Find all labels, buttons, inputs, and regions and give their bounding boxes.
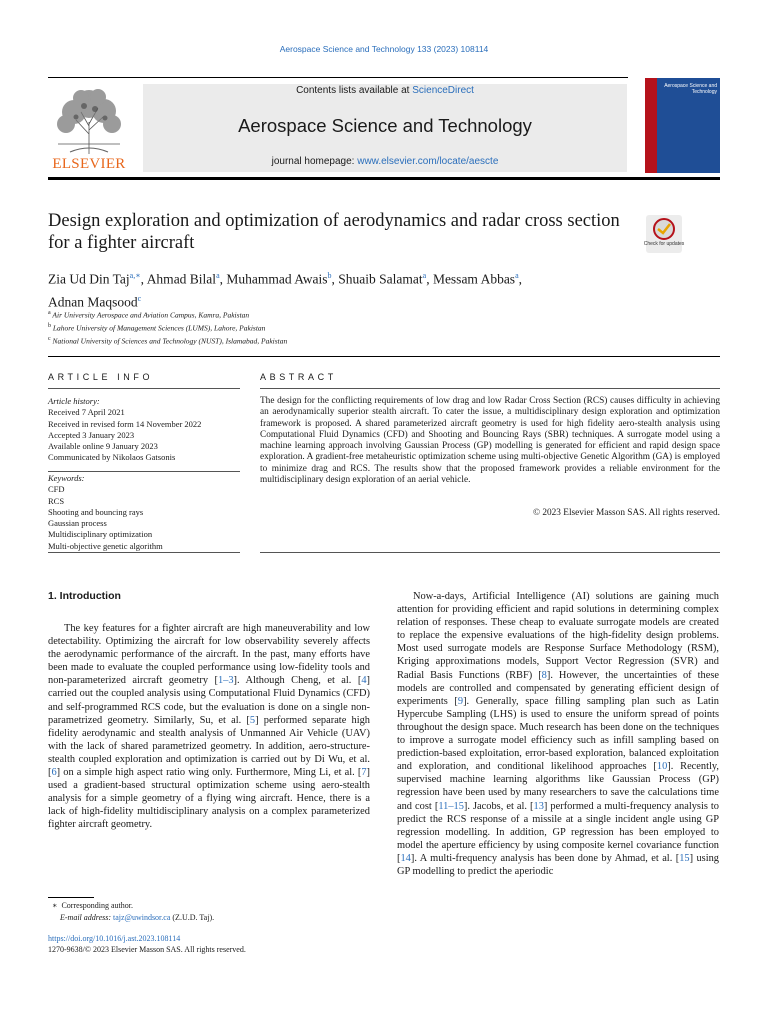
- author-affil-sup[interactable]: a,∗: [129, 271, 141, 280]
- author-affil-sup[interactable]: a: [216, 271, 220, 280]
- body-text: ] performed a multi-frequency analysis to predict the RCS response of a missile at a single incident angle using GP regression modelling. In addition, GP regression has been employed to model the aperture efficiency by using composite kernel covariance function [: [397, 800, 720, 864]
- author-name[interactable]: Adnan Maqsood: [48, 294, 138, 309]
- footnote-star: ∗: [52, 901, 58, 910]
- body-text: ]. However, the uncertainties of these models are controlled and compensated by generating efficient design of experiments [: [397, 669, 719, 707]
- author-affil-sup[interactable]: a: [515, 271, 519, 280]
- check-for-updates-badge[interactable]: [643, 215, 685, 253]
- contents-available-line: [143, 85, 627, 96]
- author-list: Zia Ud Din Taj$^{a,∗}$, Ahmad Bilal$^a$, Muhammad Awais$^b$, Shuaib Salamat$^a$, Messam Abbas$^a$, Adnan Maqsood$^c$: [48, 271, 522, 309]
- article-info-heading: ARTICLE INFO: [48, 372, 154, 382]
- citation-link[interactable]: 7: [361, 767, 367, 779]
- citation-link[interactable]: 8: [541, 669, 547, 681]
- keyword: Shooting and bouncing rays: [48, 506, 144, 517]
- body-text: ] performed separate high fidelity aerodynamic and stealth analysis of Unmanned Air Vehicle (UAV) with the lack of shared parametrized geometry. In addition, aero-structure-stealth coupled exploration and optimization is carried out by Di Wu, et al. [: [48, 714, 370, 779]
- author-name[interactable]: Ahmad Bilal: [146, 271, 217, 287]
- intro-right-column: [397, 590, 719, 878]
- body-text: ]. Generally, space filling sampling plan such as Latin Hypercube Sampling (LHS) is used to ensure the uniform spread of points throughout the design space. Much research has been done on the techniques to improve a surrogate model efficiency such as infill sampling based on prediction-based exploitation, error-based exploration, balanced exploitation and exploration, and conditional likelihood approaches [: [397, 695, 719, 773]
- section-rule: [48, 356, 720, 357]
- affil-marker: a: [48, 310, 51, 316]
- history-item: Communicated by Nikolaos Gatsonis: [48, 452, 176, 463]
- author-name[interactable]: Muhammad Awais: [226, 271, 328, 287]
- intro-left-column: [48, 622, 370, 832]
- citation-link[interactable]: 13: [533, 800, 544, 812]
- author-affil-sup[interactable]: b: [327, 271, 332, 280]
- citation-link[interactable]: 9: [457, 695, 464, 707]
- corresponding-label: Corresponding author.: [61, 901, 133, 910]
- elsevier-wordmark: ELSEVIER: [52, 156, 126, 172]
- keywords-rule: [48, 471, 240, 472]
- affil-text: Lahore University of Management Sciences (LUMS), Lahore, Pakistan: [52, 323, 266, 333]
- affil-text: National University of Sciences and Technology (NUST), Islamabad, Pakistan: [52, 336, 288, 346]
- body-text: ]. Although Cheng, et al. [: [233, 675, 362, 687]
- footnote-rule: [48, 897, 94, 898]
- keywords-block: [48, 473, 248, 552]
- history-item: Received 7 April 2021: [48, 407, 125, 418]
- citation-link[interactable]: 11–15: [438, 800, 464, 812]
- keyword: RCS: [48, 495, 65, 506]
- introduction-heading: 1. Introduction: [48, 590, 121, 602]
- history-item: Accepted 3 January 2023: [48, 429, 135, 440]
- affiliation: [48, 334, 548, 347]
- cover-title: Aerospace Science and Technology: [664, 83, 717, 95]
- doi-link[interactable]: https://doi.org/10.1016/j.ast.2023.108114: [48, 934, 181, 943]
- keyword: Multi-objective genetic algorithm: [48, 540, 163, 551]
- body-text: ]. Recently, supervised machine learning algorithms like Gaussian Process (GP) regression have been used by many researchers to save the calculations time and cost [: [397, 761, 719, 812]
- affiliation-list: [48, 308, 548, 347]
- article-info-bottom-rule: [48, 552, 240, 553]
- paper-title: Design exploration and optimization of aerodynamics and radar cross section for a fighter aircraft: [48, 211, 620, 253]
- journal-homepage-line: [143, 156, 627, 167]
- homepage-prefix: journal homepage:: [271, 156, 358, 167]
- abstract-copyright: © 2023 Elsevier Masson SAS. All rights reserved.: [532, 508, 720, 518]
- cover-red-band: [645, 78, 657, 173]
- affiliation: [48, 308, 548, 321]
- author-affil-sup[interactable]: c: [137, 293, 142, 303]
- history-item: Received in revised form 14 November 2022: [48, 418, 202, 429]
- affiliation: [48, 321, 548, 334]
- keyword: Multidisciplinary optimization: [48, 529, 153, 540]
- issn-copyright: 1270-9638/© 2023 Elsevier Masson SAS. All rights reserved.: [48, 945, 246, 954]
- citation-link[interactable]: 5: [249, 714, 256, 726]
- body-text: The key features for a fighter aircraft are high maneuverability and low detectability. Optimizing the aircraft for low observability severely affects the aerodynamic performance of the aircraft. In the past, many efforts have been made to evaluate the coupled performance using low-fidelity tools and non-parameterized aircraft geometry [: [48, 623, 370, 687]
- keywords-label: Keywords:: [48, 473, 85, 483]
- author-name[interactable]: Messam Abbas: [432, 271, 516, 287]
- body-text: ] used a gradient-based structural optimization scheme using aero-stealth analysis for a simple geometry of a flying wing aircraft. Hence, there is a lack of high-fidelity multidisciplinary analysis on a complex parameterized fighter aircraft geometry.: [48, 767, 370, 831]
- abstract-heading: ABSTRACT: [260, 372, 337, 382]
- article-history: [48, 396, 248, 464]
- author-email-link[interactable]: tajz@uwindsor.ca: [113, 912, 171, 922]
- contents-prefix: Contents lists available at: [296, 85, 413, 96]
- email-label: E-mail address:: [60, 912, 114, 922]
- article-info-rule: [48, 388, 240, 389]
- author-affil-sup[interactable]: a: [422, 271, 427, 280]
- citation-link[interactable]: 6: [51, 767, 57, 779]
- citation-link[interactable]: 4: [361, 675, 367, 687]
- journal-homepage-link[interactable]: www.elsevier.com/locate/aescte: [357, 156, 499, 167]
- body-text: ] carried out the coupled analysis using Computational Fluid Dynamics (CFD) and self-programmed RCS code, but the evaluation is done on a single non-parametrized geometry. Similarly, Su, et al. [: [48, 675, 370, 726]
- author-name[interactable]: Shuaib Salamat: [338, 271, 423, 287]
- body-text: ] on a simple high aspect ratio wing only. Furthermore, Ming Li, et al. [: [56, 767, 362, 779]
- crossmark-label: Check for updates: [643, 241, 685, 247]
- email-suffix: (Z.U.D. Taj).: [170, 912, 215, 922]
- body-text: ]. A multi-frequency analysis has been done by Ahmad, et al. [: [410, 852, 680, 864]
- affil-marker: c: [48, 336, 51, 342]
- journal-name: Aerospace Science and Technology: [238, 115, 532, 136]
- abstract-rule: [260, 388, 720, 389]
- abstract-bottom-rule: [260, 552, 720, 553]
- history-label: Article history:: [48, 396, 100, 406]
- affil-marker: b: [48, 323, 51, 329]
- affil-text: Air University Aerospace and Aviation Campus, Kamra, Pakistan: [52, 310, 250, 320]
- header-top-rule: [48, 77, 628, 78]
- journal-citation[interactable]: Aerospace Science and Technology 133 (2023) 108114: [279, 44, 489, 54]
- keyword: CFD: [48, 484, 65, 495]
- abstract-text: The design for the conflicting requirements of low drag and low Radar Cross Section (RCS) causes difficulty in achieving an aerodynamically superior stealth aircraft. To cater the issue, a multidisciplinary design exploration and optimization framework is proposed. A shared parameterized aircraft geometry is used for high fidelity aero-stealth analysis using Computational Fluid Dynamics (CFD) and Shooting and Bouncing Rays (SBR) techniques. A surrogate model using a machine learning approach involving Gaussian Process (GP) modelling is generated for efficient and rapid design space exploration. A gradient-free metaheuristic optimization scheme using multi-objective Genetic Algorithm (GA) is employed to minimize drag and RCS. The results show that the proposed framework provides a reliable environment for the multidisciplinary design exploration of an aerial vehicle.: [260, 396, 720, 486]
- body-text: Now-a-days, Artificial Intelligence (AI) solutions are gaining much attention for providing efficient and rapid solutions in determining complex relation of responses. These cheap to evaluate surrogate models are created to replace the expensive evaluations of the high-fidelity design problems. Most used surrogate models are Response Surface Methodology (RSM), Kriging approximations models, Support Vector Regression (SVR) and Radial Basis Functions (RBF) [: [397, 591, 719, 681]
- citation-link[interactable]: 10: [656, 761, 668, 773]
- citation-link[interactable]: 14: [400, 852, 411, 864]
- header-thick-rule: [48, 177, 720, 180]
- corresponding-author-footnote: [52, 900, 372, 923]
- journal-cover-thumbnail[interactable]: [645, 78, 720, 173]
- author-name[interactable]: Zia Ud Din Taj: [48, 271, 130, 287]
- history-item: Available online 9 January 2023: [48, 441, 158, 452]
- sciencedirect-link[interactable]: ScienceDirect: [412, 85, 474, 96]
- citation-link[interactable]: 1–3: [217, 675, 234, 687]
- body-text: ] using GP modelling to predict the aperiodic: [397, 852, 720, 877]
- keyword: Gaussian process: [48, 518, 107, 529]
- citation-link[interactable]: 15: [679, 852, 690, 864]
- body-text: ]. Jacobs, et al. [: [463, 800, 534, 812]
